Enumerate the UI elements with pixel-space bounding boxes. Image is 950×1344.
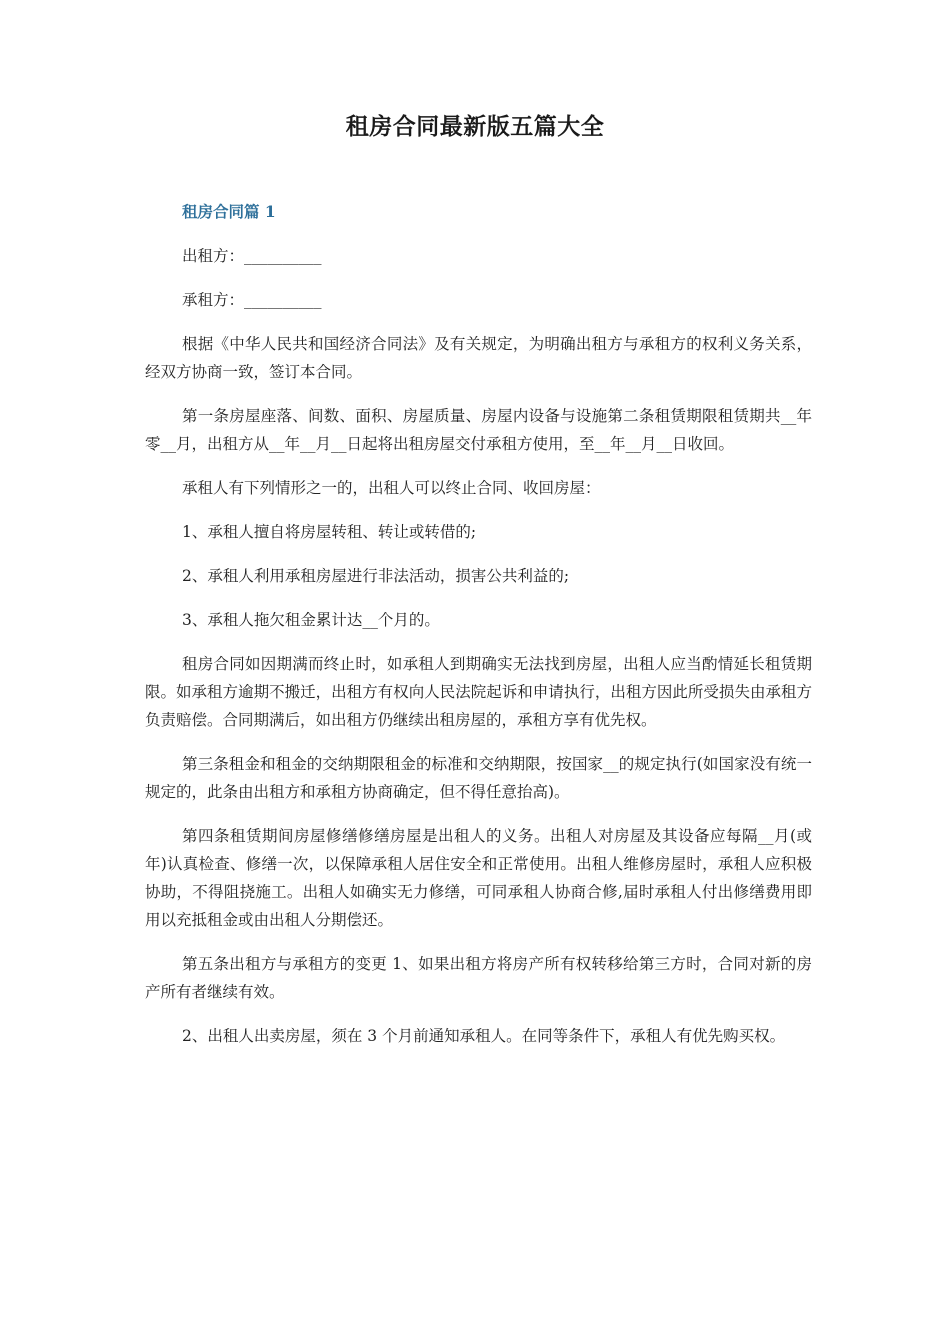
paragraph-article-3: 第三条租金和租金的交纳期限租金的标准和交纳期限，按国家__的规定执行(如国家没有统一规定的，此条由出租方和承租方协商确定，但不得任意抬高)。 <box>145 755 812 801</box>
paragraph-termination-intro: 承租人有下列情形之一的，出租人可以终止合同、收回房屋： <box>182 479 601 497</box>
paragraph-article-5-item-2: 2、出租人出卖房屋，须在 3 个月前通知承租人。在同等条件下，承租人有优先购买权。 <box>182 1027 786 1045</box>
list-item-1: 1、承租人擅自将房屋转租、转让或转借的; <box>182 523 477 541</box>
lessee-line: 承租方：__________ <box>182 291 322 309</box>
paragraph-article-4: 第四条租赁期间房屋修缮修缮房屋是出租人的义务。出租人对房屋及其设备应每隔__月(或年)认真检查、修缮一次，以保障承租人居住安全和正常使用。出租人维修房屋时，承租人应积极协助，不得阻挠施工。出租人如确实无力修缮，可同承租人协商合修,届时承租人付出修缮费用即用以充抵租金或由出租人分期偿还。 <box>145 827 812 929</box>
section-heading: 租房合同篇 1 <box>182 202 276 221</box>
list-item-2: 2、承租人利用承租房屋进行非法活动，损害公共利益的; <box>182 567 570 585</box>
document-body <box>145 198 812 1066</box>
paragraph-article-1: 第一条房屋座落、间数、面积、房屋质量、房屋内设备与设施第二条租赁期限租赁期共__年零__月，出租方从__年__月__日起将出租房屋交付承租方使用，至__年__月__日收回。 <box>145 407 812 453</box>
document-title: 租房合同最新版五篇大全 <box>345 113 605 140</box>
lessor-line: 出租方：__________ <box>182 247 322 265</box>
paragraph-expiry: 租房合同如因期满而终止时，如承租人到期确实无法找到房屋，出租人应当酌情延长租赁期限。如承租方逾期不搬迁，出租方有权向人民法院起诉和申请执行，出租方因此所受损失由承租方负责赔偿。合同期满后，如出租方仍继续出租房屋的，承租方享有优先权。 <box>145 655 812 729</box>
paragraph-article-5: 第五条出租方与承租方的变更 1、如果出租方将房产所有权转移给第三方时，合同对新的房产所有者继续有效。 <box>145 955 812 1001</box>
list-item-3: 3、承租人拖欠租金累计达__个月的。 <box>182 611 440 629</box>
paragraph-preamble: 根据《中华人民共和国经济合同法》及有关规定，为明确出租方与承租方的权利义务关系，经双方协商一致，签订本合同。 <box>145 335 812 381</box>
